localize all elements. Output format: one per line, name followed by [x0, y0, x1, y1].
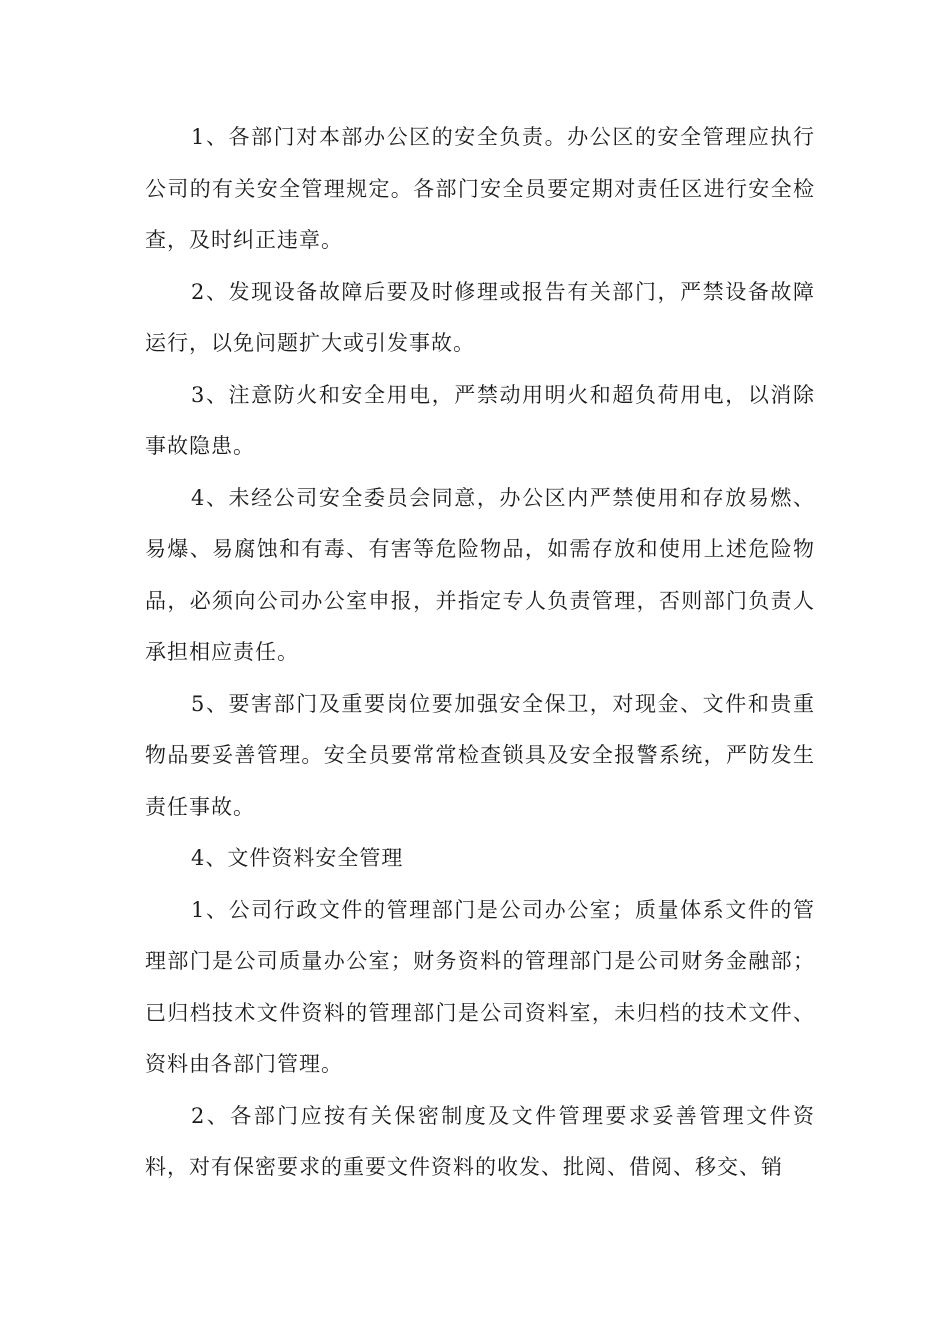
paragraph-hazardous-materials: 4、未经公司安全委员会同意，办公区内严禁使用和存放易燃、易爆、易腐蚀和有毒、有害等危险物品，如需存放和使用上述危险物品，必须向公司办公室申报，并指定专人负责管理，否则部门负责人承担相应责任。 [145, 485, 815, 664]
paragraph-key-departments-security: 5、要害部门及重要岗位要加强安全保卫，对现金、文件和贵重物品要妥善管理。安全员要常常检查锁具及安全报警系统，严防发生责任事故。 [145, 691, 815, 819]
paragraph-equipment-failure: 2、发现设备故障后要及时修理或报告有关部门，严禁设备故障运行，以免问题扩大或引发事故。 [145, 279, 815, 355]
paragraph-document-management-departments: 1、公司行政文件的管理部门是公司办公室；质量体系文件的管理部门是公司质量办公室；财务资料的管理部门是公司财务金融部；已归档技术文件资料的管理部门是公司资料室，未归档的技术文件、资料由各部门管理。 [145, 897, 815, 1076]
section-heading-document-safety: 4、文件资料安全管理 [191, 846, 404, 870]
paragraph-office-safety-responsibility: 1、各部门对本部办公区的安全负责。办公区的安全管理应执行公司的有关安全管理规定。各部门安全员要定期对责任区进行安全检查，及时纠正违章。 [145, 125, 815, 252]
paragraph-fire-electric-safety: 3、注意防火和安全用电，严禁动用明火和超负荷用电，以消除事故隐患。 [145, 382, 815, 458]
paragraph-confidential-documents: 2、各部门应按有关保密制度及文件管理要求妥善管理文件资料，对有保密要求的重要文件资料的收发、批阅、借阅、移交、销 [145, 1103, 815, 1179]
document-body [145, 112, 815, 1194]
